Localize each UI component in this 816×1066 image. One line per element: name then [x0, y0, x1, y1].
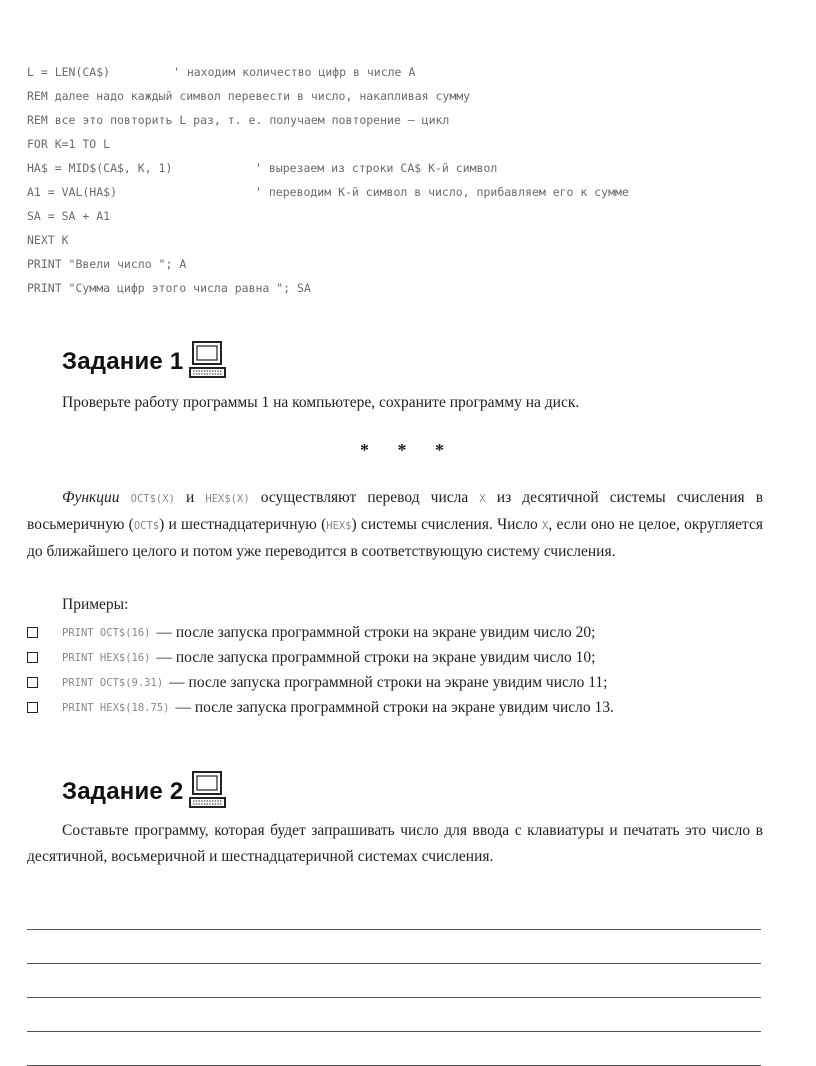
list-item	[27, 670, 787, 695]
functions-text-5: , если оно не целое, округляется до ближайшего целого и потом уже переводится в соответствующую систему счисления.	[27, 516, 763, 560]
code-line	[27, 62, 797, 86]
code-line	[27, 158, 797, 182]
answer-line[interactable]	[27, 930, 761, 964]
task1-title: Задание 1	[62, 348, 184, 375]
code-line	[27, 86, 797, 110]
task1-text	[27, 390, 763, 416]
code-text: A1 = VAL(HA$)	[27, 185, 118, 199]
code-line	[27, 134, 797, 158]
code-text: HA$ = MID$(CA$, K, 1)	[27, 161, 173, 175]
example-text: — после запуска программной строки на экране увидим число 11;	[169, 673, 608, 691]
computer-icon	[189, 770, 227, 810]
examples-list	[27, 620, 787, 720]
computer-icon	[189, 340, 227, 380]
code-comment: ' находим количество цифр в числе A	[173, 65, 416, 79]
functions-text-2: из десятичной системы счисления в восьмеричную (	[27, 489, 764, 533]
task2-description: Составьте программу, которая будет запрашивать число для ввода с клавиатуры и печатать это число в десятичной, восьмеричной и шестнадцатеричной системах счисления.	[27, 822, 763, 865]
code-line	[27, 254, 797, 278]
checkbox-bullet-icon	[27, 627, 38, 638]
example-text: — после запуска программной строки на экране увидим число 10;	[156, 648, 596, 666]
functions-lead: Функции	[62, 489, 120, 506]
hex-short-code: HEX$	[326, 520, 352, 532]
var-x-2: X	[542, 520, 549, 532]
code-line	[27, 110, 797, 134]
examples-title: Примеры:	[62, 596, 129, 613]
var-x: X	[479, 493, 486, 505]
code-text: REM все это повторить L раз, т. е. получаем повторение — цикл	[27, 113, 450, 127]
example-text: — после запуска программной строки на экране увидим число 20;	[156, 623, 596, 641]
checkbox-bullet-icon	[27, 677, 38, 688]
code-listing	[27, 62, 797, 302]
functions-text-1: осуществляют перевод числа	[260, 489, 469, 506]
answer-line[interactable]	[27, 896, 761, 930]
and-word: и	[186, 489, 195, 506]
code-text: NEXT K	[27, 233, 69, 247]
code-line	[27, 182, 797, 206]
oct-short-code: OCT$	[133, 520, 160, 532]
code-text: PRINT "Сумма цифр этого числа равна "; SA	[27, 281, 311, 295]
code-text: L = LEN(CA$)	[27, 65, 111, 79]
code-text: REM далее надо каждый символ перевести в число, накапливая сумму	[27, 89, 471, 103]
example-text: — после запуска программной строки на экране увидим число 13.	[175, 698, 614, 716]
code-text: FOR K=1 TO L	[27, 137, 111, 151]
code-line	[27, 230, 797, 254]
example-code: PRINT HEX$(18.75)	[62, 701, 170, 714]
checkbox-bullet-icon	[27, 702, 38, 713]
example-code: PRINT OCT$(9.31)	[62, 676, 164, 689]
checkbox-bullet-icon	[27, 652, 38, 663]
task2-heading	[62, 766, 227, 806]
example-code: PRINT HEX$(16)	[62, 651, 151, 664]
list-item	[27, 645, 787, 670]
answer-line[interactable]	[27, 964, 761, 998]
list-item	[27, 620, 787, 645]
oct-function-code: OCT$(X)	[130, 493, 175, 505]
answer-line[interactable]	[27, 998, 761, 1032]
code-text: SA = SA + A1	[27, 209, 111, 223]
task2-title: Задание 2	[62, 778, 184, 805]
task1-description: Проверьте работу программы 1 на компьютере, сохраните программу на диск.	[62, 394, 580, 411]
task1-heading	[62, 336, 227, 376]
functions-text-3: ) и шестнадцатеричную (	[159, 516, 327, 533]
code-comment: ' вырезаем из строки CA$ K-й символ	[255, 161, 498, 175]
example-code: PRINT OCT$(16)	[62, 626, 151, 639]
task2-text	[27, 818, 763, 870]
separator-stars: * * *	[360, 440, 456, 460]
code-line	[27, 278, 797, 302]
code-line	[27, 206, 797, 230]
code-text: PRINT "Ввели число "; A	[27, 257, 187, 271]
functions-text-4: ) системы счисления. Число	[351, 516, 538, 533]
answer-lines	[27, 896, 761, 1066]
code-comment: ' переводим K-й символ в число, прибавляем его к сумме	[255, 185, 629, 199]
functions-paragraph	[27, 485, 763, 565]
list-item	[27, 695, 787, 720]
hex-function-code: HEX$(X)	[205, 493, 250, 505]
